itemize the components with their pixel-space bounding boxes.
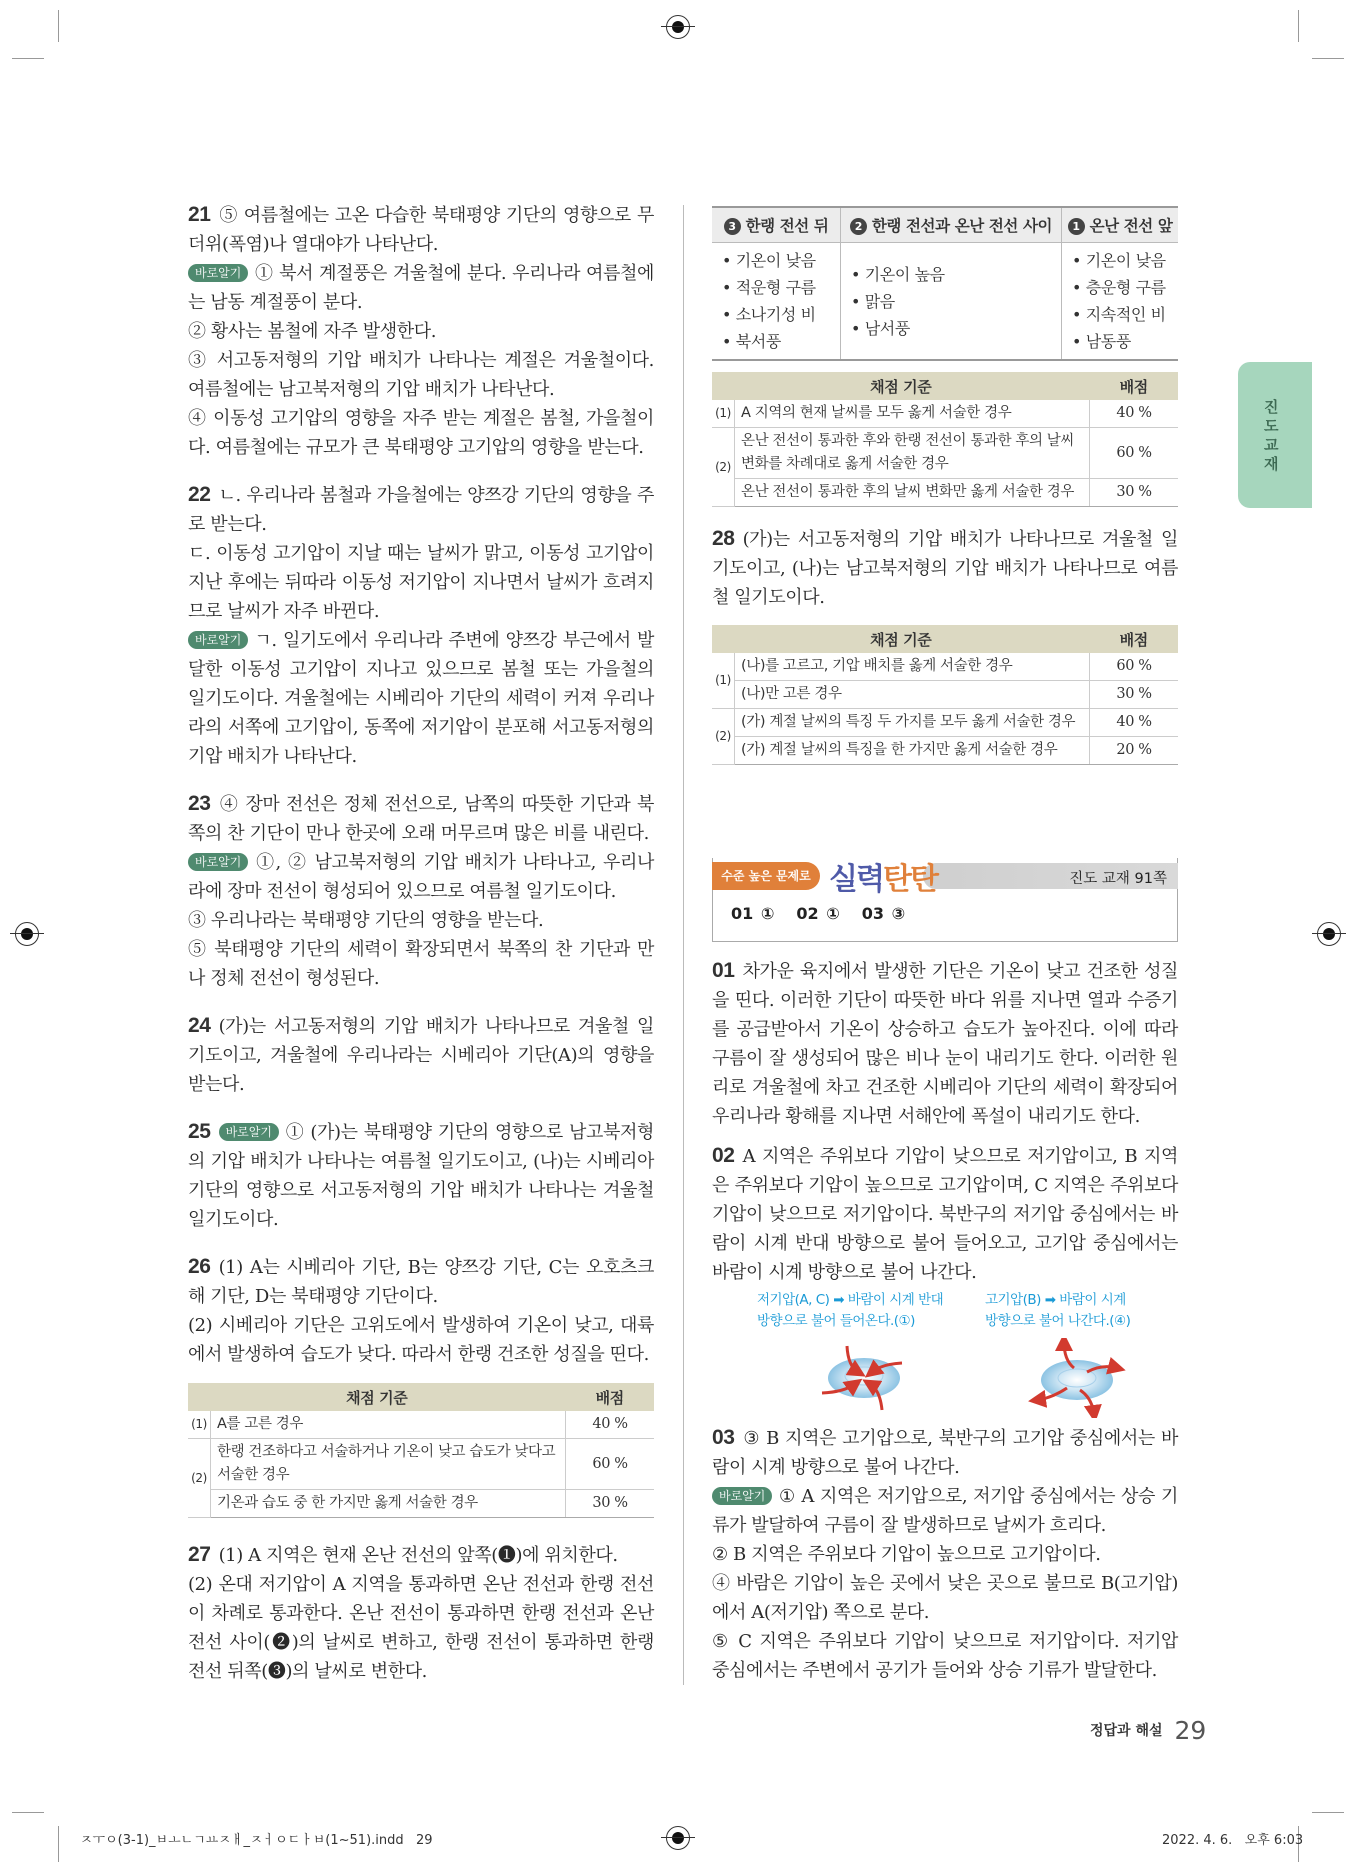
correction-badge: 바로알기 <box>219 1123 279 1141</box>
answer-text: ⑤ 여름철에는 고온 다습한 북태평양 기단의 영향으로 무더위(폭염)나 열대야가 나타난다. <box>188 205 654 255</box>
section-answer-box <box>712 858 1178 942</box>
correction-badge: 바로알기 <box>188 631 248 649</box>
crop-mark <box>1298 10 1299 42</box>
list-item: • 기온이 높음 <box>851 264 945 284</box>
print-slug-file: ㅈㅜㅇ(3-1)_ㅂㅗㄴㄱㅛㅈㅐ_ㅈㅓㅇㄷㅏㅂ(1~51).indd 29 <box>80 1833 433 1848</box>
caption-line: 방향으로 불어 들어온다.(①) <box>757 1313 915 1329</box>
page-number: 29 <box>1174 1716 1207 1745</box>
registration-mark-icon <box>1317 922 1341 946</box>
row-label: (2) <box>712 428 735 507</box>
title-part: 실력 <box>829 862 883 897</box>
title-part: 탄탄 <box>882 862 937 897</box>
answer-21 <box>188 200 654 462</box>
caption-line: 저기압(A, C) ➡ 바람이 시계 반대 <box>757 1292 944 1308</box>
caption-line: 고기압(B) ➡ 바람이 시계 <box>985 1292 1126 1308</box>
column-header <box>712 207 841 243</box>
answer-key-item: 01 ① <box>731 904 775 923</box>
criterion: 한랭 건조하다고 서술하거나 기온이 낮고 습도가 낮다고 서술한 경우 <box>211 1439 566 1490</box>
answer-24 <box>188 1011 654 1099</box>
front-weather-table <box>712 206 1178 361</box>
correction-badge: 바로알기 <box>188 853 248 871</box>
answer-text: (가)는 서고동저형의 기압 배치가 나타나므로 겨울철 일기도이고, (나)는 남고북저형의 기압 배치가 나타나므로 여름철 일기도이다. <box>712 529 1178 608</box>
answer-text: ㄱ. 일기도에서 우리나라 주변에 양쯔강 부근에서 발달한 이동성 고기압이 지나고 있으므로 봄철 또는 가을철의 일기도이다. 겨울철에는 시베리아 기단의 세력이 커져 우리나라의 서쪽에 고기압이, 동쪽에 저기압이 분포해 서고동저형의 기압 배치가 나타난다. <box>188 630 654 767</box>
question-number: 27 <box>188 1543 211 1566</box>
low-pressure-caption <box>757 1290 943 1332</box>
column-header: 배점 <box>566 1383 655 1411</box>
table-row <box>188 1411 654 1439</box>
table-cell <box>841 243 1062 361</box>
question-number: 24 <box>188 1014 211 1037</box>
header-label: 한랭 전선 뒤 <box>745 217 829 235</box>
print-slug-timestamp: 2022. 4. 6. 오후 6:03 <box>1162 1833 1304 1848</box>
textbook-page-ref: 진도 교재 91쪽 <box>1069 871 1167 887</box>
answer-22 <box>188 480 654 771</box>
answer-23 <box>188 789 654 993</box>
scoring-table-27 <box>712 372 1178 507</box>
table-row <box>188 1490 654 1518</box>
list-item: • 기온이 낮음 <box>1072 251 1166 270</box>
answer-text: ④ 바람은 기압이 높은 곳에서 낮은 곳으로 불므로 B(고기압)에서 A(저기압) 쪽으로 분다. <box>712 1573 1178 1623</box>
row-label: (2) <box>188 1439 211 1518</box>
column-header: 배점 <box>1090 625 1179 653</box>
number-marker-icon: 3 <box>724 218 741 235</box>
crop-mark <box>1312 58 1344 59</box>
list-item: • 남동풍 <box>1072 332 1131 351</box>
scoring-table-26 <box>188 1383 654 1518</box>
score: 20 % <box>1090 737 1179 765</box>
score: 30 % <box>1090 479 1179 507</box>
table-row <box>712 479 1178 507</box>
question-number: 21 <box>188 203 211 226</box>
answer-text: ④ 장마 전선은 정체 전선으로, 남쪽의 따뜻한 기단과 북쪽의 찬 기단이 만나 한곳에 오래 머무르며 많은 비를 내린다. <box>188 794 654 844</box>
question-number: 22 <box>188 483 211 506</box>
answer-text: ① A 지역은 저기압으로, 저기압 중심에서는 상승 기류가 발달하여 구름이 잘 발생하므로 날씨가 흐리다. <box>712 1486 1178 1536</box>
score: 40 % <box>566 1411 655 1439</box>
column-divider <box>683 205 684 1685</box>
registration-mark-icon <box>15 922 39 946</box>
column-header: 채점 기준 <box>712 625 1090 653</box>
list-item: • 남서풍 <box>851 318 910 338</box>
answer-text: ② 황사는 봄철에 자주 발생한다. <box>188 321 437 342</box>
answer-text: (가)는 서고동저형의 기압 배치가 나타나므로 겨울철 일기도이고, 겨울철에 우리나라는 시베리아 기단(A)의 영향을 받는다. <box>188 1016 654 1095</box>
answer-text: ③ 서고동저형의 기압 배치가 나타나는 계절은 겨울철이다. 여름철에는 남고북저형의 기압 배치가 나타난다. <box>188 350 654 400</box>
list-item: • 소나기성 비 <box>722 305 816 324</box>
score: 40 % <box>1090 709 1179 737</box>
question-number: 23 <box>188 792 211 815</box>
list-item: • 층운형 구름 <box>1072 278 1166 297</box>
score: 60 % <box>1090 428 1179 479</box>
correction-badge: 바로알기 <box>188 264 248 282</box>
answer-key-item: 02 ① <box>796 904 840 923</box>
column-header: 채점 기준 <box>188 1383 566 1411</box>
table-row <box>712 737 1178 765</box>
table-row <box>712 709 1178 737</box>
explanation-03 <box>712 1423 1178 1685</box>
criterion: (가) 계절 날씨의 특징 두 가지를 모두 옳게 서술한 경우 <box>735 709 1090 737</box>
answer-text: (2) 시베리아 기단은 고위도에서 발생하여 기온이 낮고, 대륙에서 발생하여 습도가 낮다. 따라서 한랭 건조한 성질을 띤다. <box>188 1315 654 1365</box>
table-cell <box>1062 243 1179 361</box>
crop-mark <box>12 1812 44 1813</box>
table-row <box>712 400 1178 428</box>
crop-mark <box>1312 1812 1344 1813</box>
answer-key <box>731 904 905 923</box>
crop-mark <box>12 58 44 59</box>
answer-text: ① 북서 계절풍은 겨울철에 분다. 우리나라 여름철에는 남동 계절풍이 분다. <box>188 263 654 313</box>
criterion: (가) 계절 날씨의 특징을 한 가지만 옳게 서술한 경우 <box>735 737 1090 765</box>
correction-badge: 바로알기 <box>712 1487 772 1505</box>
row-label: (2) <box>712 709 735 765</box>
answer-text: 차가운 육지에서 발생한 기단은 기온이 낮고 건조한 성질을 띤다. 이러한 기단이 따뜻한 바다 위를 지나면 열과 수증기를 공급받아서 기온이 상승하고 습도가 높아진다. 이에 따라 구름이 잘 생성되어 많은 비나 눈이 내리기도 한다. 이러한 원리로 겨울철에 차고 건조한 시베리아 기단의 세력이 확장되어 우리나라 황해를 지나면 서해안에 폭설이 내리기도 한다. <box>712 961 1178 1127</box>
question-number: 28 <box>712 527 735 550</box>
answer-key-item: 03 ③ <box>861 904 906 923</box>
score: 60 % <box>1090 653 1179 681</box>
table-cell <box>712 243 841 361</box>
caption-line: 방향으로 불어 나간다.(④) <box>985 1313 1131 1329</box>
row-label: (1) <box>712 400 735 428</box>
answer-text: (1) A는 시베리아 기단, B는 양쯔강 기단, C는 오호츠크해 기단, D는 북태평양 기단이다. <box>188 1257 654 1307</box>
list-item: • 북서풍 <box>722 332 781 351</box>
score: 30 % <box>566 1490 655 1518</box>
wind-diagrams <box>712 1338 1178 1418</box>
answer-text: ③ 우리나라는 북태평양 기단의 영향을 받는다. <box>188 910 544 931</box>
answer-text: (2) 온대 저기압이 A 지역을 통과하면 온난 전선과 한랭 전선이 차례로 통과한다. 온난 전선이 통과하면 한랭 전선과 온난 전선 사이(❷)의 날씨로 변하고, 한랭 전선이 통과하면 한랭 전선 뒤쪽(❸)의 날씨로 변한다. <box>188 1574 654 1682</box>
question-number: 25 <box>188 1120 211 1143</box>
low-pressure-icon <box>822 1346 902 1410</box>
criterion: (나)를 고르고, 기압 배치를 옳게 서술한 경우 <box>735 653 1090 681</box>
answer-text: ㄷ. 이동성 고기압이 지날 때는 날씨가 맑고, 이동성 고기압이 지난 후에는 뒤따라 이동성 저기압이 지나면서 날씨가 흐려지므로 날씨가 자주 바뀐다. <box>188 543 654 622</box>
table-row <box>712 681 1178 709</box>
answer-text: ⑤ C 지역은 주위보다 기압이 낮으므로 저기압이다. 저기압 중심에서는 주변에서 공기가 들어와 상승 기류가 발달한다. <box>712 1631 1178 1681</box>
scoring-table-28 <box>712 625 1178 765</box>
table-row <box>712 653 1178 681</box>
footer-section-label: 정답과 해설 <box>1090 1723 1163 1739</box>
answer-text: ④ 이동성 고기압의 영향을 자주 받는 계절은 봄철, 가을철이다. 여름철에는 규모가 큰 북태평양 고기압의 영향을 받는다. <box>188 408 654 458</box>
section-title <box>829 854 937 898</box>
answer-28 <box>712 524 1178 612</box>
crop-mark <box>58 10 59 42</box>
header-label: 온난 전선 앞 <box>1089 217 1173 235</box>
list-item: • 기온이 낮음 <box>722 251 816 270</box>
criterion: 기온과 습도 중 한 가지만 옳게 서술한 경우 <box>211 1490 566 1518</box>
answer-text: ② B 지역은 주위보다 기압이 높으므로 고기압이다. <box>712 1544 1101 1565</box>
answer-text: ① (가)는 북태평양 기단의 영향으로 남고북저형의 기압 배치가 나타나는 여름철 일기도이고, (나)는 시베리아 기단의 영향으로 서고동저형의 기압 배치가 나타나는 겨울철 일기도이다. <box>188 1122 654 1230</box>
answer-text: A 지역은 주위보다 기압이 낮으므로 저기압이고, B 지역은 주위보다 기압이 높으므로 고기압이며, C 지역은 주위보다 기압이 낮으므로 저기압이다. 북반구의 저기압 중심에서는 바람이 시계 반대 방향으로 불어 들어오고, 고기압 중심에서는 바람이 시계 방향으로 불어 나간다. <box>712 1146 1178 1283</box>
answer-text: ①, ② 남고북저형의 기압 배치가 나타나고, 우리나라에 장마 전선이 형성되어 있으므로 여름철 일기도이다. <box>188 852 654 902</box>
pressure-wind-diagram <box>712 1290 1178 1415</box>
header-label: 한랭 전선과 온난 전선 사이 <box>871 217 1053 235</box>
criterion: 온난 전선이 통과한 후와 한랭 전선이 통과한 후의 날씨 변화를 차례대로 옳게 서술한 경우 <box>735 428 1090 479</box>
side-tab-label: 진도 교재 <box>1264 398 1279 473</box>
table-row <box>188 1439 654 1490</box>
crop-mark <box>58 1826 59 1862</box>
answer-text: ③ B 지역은 고기압으로, 북반구의 고기압 중심에서는 바람이 시계 방향으로 불어 나간다. <box>712 1428 1178 1478</box>
question-number: 26 <box>188 1255 211 1278</box>
score: 60 % <box>566 1439 655 1490</box>
question-number: 03 <box>712 1426 735 1449</box>
question-number: 02 <box>712 1144 735 1167</box>
column-header <box>1062 207 1179 243</box>
list-item: • 적운형 구름 <box>722 278 816 297</box>
criterion: A를 고른 경우 <box>211 1411 566 1439</box>
answer-25 <box>188 1117 654 1234</box>
registration-mark-icon <box>666 15 690 39</box>
number-marker-icon: 1 <box>1068 218 1085 235</box>
question-number: 01 <box>712 959 735 982</box>
table-row <box>712 428 1178 479</box>
explanation-02 <box>712 1141 1178 1287</box>
score: 30 % <box>1090 681 1179 709</box>
answer-text: ⑤ 북태평양 기단의 세력이 확장되면서 북쪽의 찬 기단과 만나 정체 전선이 형성된다. <box>188 939 654 989</box>
answer-27 <box>188 1540 654 1686</box>
section-tag: 수준 높은 문제로 <box>712 862 820 890</box>
page-footer <box>1090 1716 1206 1745</box>
score: 40 % <box>1090 400 1179 428</box>
column-header <box>841 207 1062 243</box>
explanation-01 <box>712 956 1178 1131</box>
list-item: • 지속적인 비 <box>1072 305 1166 324</box>
registration-mark-icon <box>666 1826 690 1850</box>
high-pressure-caption <box>985 1290 1130 1332</box>
answer-26 <box>188 1252 654 1369</box>
high-pressure-icon <box>1037 1342 1117 1414</box>
criterion: 온난 전선이 통과한 후의 날씨 변화만 옳게 서술한 경우 <box>735 479 1090 507</box>
row-label: (1) <box>712 653 735 709</box>
number-marker-icon: 2 <box>850 218 867 235</box>
answer-text: ㄴ. 우리나라 봄철과 가을철에는 양쯔강 기단의 영향을 주로 받는다. <box>188 485 654 535</box>
criterion: A 지역의 현재 날씨를 모두 옳게 서술한 경우 <box>735 400 1090 428</box>
answer-text: (1) A 지역은 현재 온난 전선의 앞쪽(❶)에 위치한다. <box>218 1545 618 1566</box>
column-header: 배점 <box>1090 372 1179 400</box>
column-header: 채점 기준 <box>712 372 1090 400</box>
row-label: (1) <box>188 1411 211 1439</box>
criterion: (나)만 고른 경우 <box>735 681 1090 709</box>
list-item: • 맑음 <box>851 291 895 311</box>
side-tab[interactable] <box>1238 362 1312 508</box>
